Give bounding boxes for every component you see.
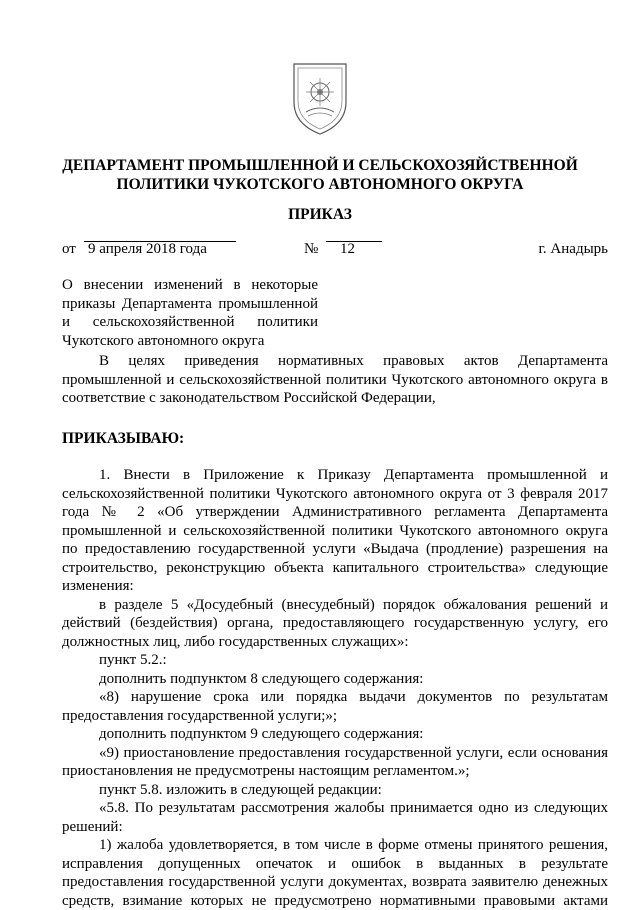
body-line: приостановления не предусмотрены настоящим регламентом.»; [62,762,608,781]
body-line: изменения: [62,577,608,596]
subject-line: и сельскохозяйственной политики [62,313,318,332]
place-of-issue: г. Анадырь [538,241,608,258]
body-line: средств, взимание которых не предусмотрено нормативными правовыми актами [62,892,608,910]
subject-line: О внесении изменений в некоторые [62,276,318,295]
body-line: предоставления государственной услуги документах, возврата заявителю денежных [62,873,608,892]
organization-name [0,156,640,194]
body-line: должностных лиц, либо государственных служащих»: [62,633,608,652]
body-line: «9) приостановление предоставления государственной услуги, если основания [62,744,608,763]
body-line: 1. Внести в Приложение к Приказу Департамента промышленной и [62,466,608,485]
body-line: дополнить подпунктом 8 следующего содержания: [62,670,608,689]
preamble-line: В целях приведения нормативных правовых актов Департамента [62,352,608,371]
order-date: 9 апреля 2018 года [84,241,236,242]
body-line: промышленной и сельскохозяйственной политики Чукотского автономного округа [62,522,608,541]
order-body [62,466,608,910]
body-line: 1) жалоба удовлетворяется, в том числе в форме отмены принятого решения, [62,836,608,855]
body-line: пункт 5.8. изложить в следующей редакции: [62,781,608,800]
preamble-line: соответствие с законодательством Российской Федерации, [62,389,608,408]
body-line: исправления допущенных опечаток и ошибок в выданных в результате [62,855,608,874]
number-prefix: № [304,241,318,258]
body-line: действий (бездействия) органа, предоставляющего государственную услугу, его [62,614,608,633]
body-line: дополнить подпунктом 9 следующего содержания: [62,725,608,744]
body-line: в разделе 5 «Досудебный (внесудебный) порядок обжалования решений и [62,596,608,615]
preamble [62,352,608,408]
order-number: 12 [326,241,382,242]
subject-line: Чукотского автономного округа [62,332,318,351]
order-meta-line [62,241,608,261]
body-line: решений: [62,818,608,837]
body-line: года № 2 «Об утверждении Административного регламента Департамента [62,503,608,522]
order-directive-word: ПРИКАЗЫВАЮ: [62,430,184,448]
preamble-line: промышленной и сельскохозяйственной политики Чукотского автономного округа в [62,371,608,390]
body-line: «8) нарушение срока или порядка выдачи документов по результатам [62,688,608,707]
document-type-title: ПРИКАЗ [0,206,640,224]
body-line: пункт 5.2.: [62,651,608,670]
coat-of-arms-emblem [286,58,354,138]
body-line: «5.8. По результатам рассмотрения жалобы принимается одно из следующих [62,799,608,818]
order-subject [62,276,318,350]
org-line-1: ДЕПАРТАМЕНТ ПРОМЫШЛЕННОЙ И СЕЛЬСКОХОЗЯЙСТВЕННОЙ [0,156,640,175]
date-prefix: от [62,241,76,258]
body-line: сельскохозяйственной политики Чукотского автономного округа от 3 февраля 2017 [62,485,608,504]
body-line: по предоставлению государственной услуги «Выдача (продление) разрешения на [62,540,608,559]
subject-line: приказы Департамента промышленной [62,295,318,314]
org-line-2: ПОЛИТИКИ ЧУКОТСКОГО АВТОНОМНОГО ОКРУГА [0,175,640,194]
body-line: предоставления государственной услуги;»; [62,707,608,726]
body-line: строительство, реконструкцию объекта капитального строительства» следующие [62,559,608,578]
